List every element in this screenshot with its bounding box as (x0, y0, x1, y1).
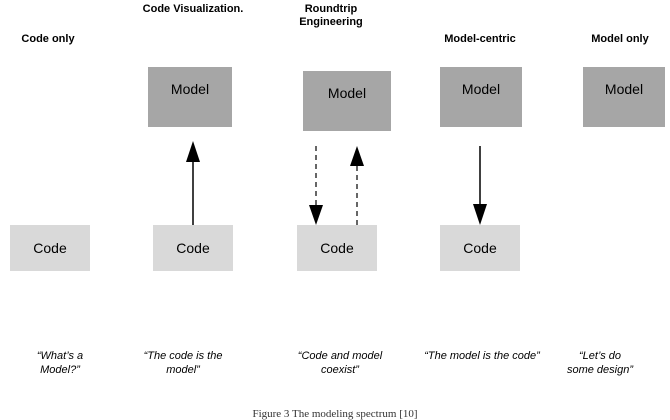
quote-model-only: “Let’s do some design” (566, 350, 634, 376)
title-model-only: Model only (591, 33, 649, 45)
model-box-code-visualization: Model (148, 67, 232, 127)
title-code-only: Code only (21, 33, 75, 45)
figure-caption: Figure 3 The modeling spectrum [10] (252, 408, 418, 420)
quote-model-centric: “The model is the code” (424, 350, 540, 362)
quote-roundtrip: “Code and model coexist” (297, 350, 383, 376)
quote-code-visualization: “The code is the model” (143, 350, 223, 376)
title-code-visualization: Code Visualization. (142, 3, 244, 15)
code-box-model-centric: Code (440, 225, 520, 271)
code-box-code-only: Code (10, 225, 90, 271)
arrow-code-to-model-roundtrip (350, 146, 364, 225)
code-box-code-visualization: Code (153, 225, 233, 271)
arrow-code-to-model-visualization (186, 141, 200, 225)
model-box-model-only: Model (583, 67, 665, 127)
title-model-centric: Model-centric (444, 33, 516, 45)
code-box-roundtrip: Code (297, 225, 377, 271)
model-box-roundtrip: Model (303, 71, 391, 131)
model-box-model-centric: Model (440, 67, 522, 127)
quote-code-only: “What’s a Model?” (36, 350, 84, 376)
title-roundtrip-engineering: Roundtrip Engineering (299, 3, 363, 28)
arrow-model-to-code-roundtrip (309, 146, 323, 225)
arrow-model-to-code-model-centric (473, 146, 487, 225)
